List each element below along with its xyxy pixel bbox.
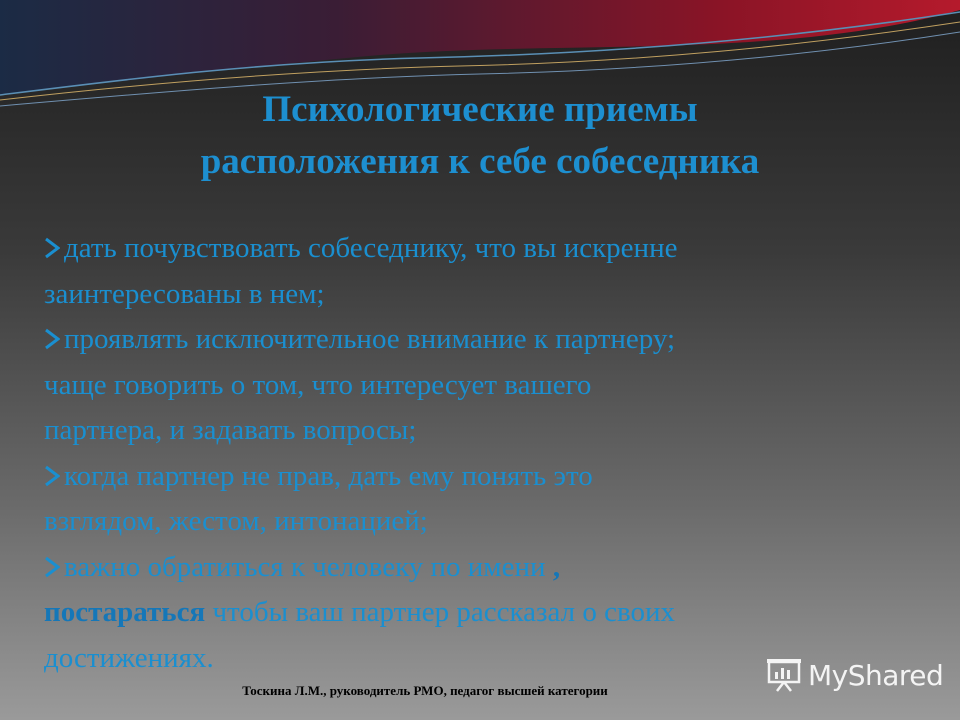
bullet-text: проявлять исключительное внимание к партнеру; xyxy=(64,323,676,355)
arrow-bullet-icon xyxy=(44,465,60,487)
bullet-list xyxy=(44,226,914,681)
arrow-bullet-icon xyxy=(44,328,60,350)
bullet-text-bold: , xyxy=(545,550,561,583)
bullet-text: когда партнер не прав, дать ему понять это xyxy=(64,459,593,492)
bullet-item xyxy=(44,226,914,317)
bullet-text: важно обратиться к человеку по имени xyxy=(64,550,546,583)
bullet-text-bold: постараться xyxy=(44,596,206,628)
bullet-text: заинтересованы в нем; xyxy=(44,277,325,310)
bullet-text: чтобы ваш партнер рассказал о своих xyxy=(205,596,675,628)
bullet-item xyxy=(44,317,914,454)
bullet-text: дать почувствовать собеседнику, что вы искренне xyxy=(64,232,678,264)
presentation-board-icon xyxy=(766,658,802,692)
footer-author: Тоскина Л.М., руководитель РМО, педагог высшей категории xyxy=(242,683,608,698)
bullet-text: партнера, и задавать вопросы; xyxy=(44,414,417,446)
bullet-item xyxy=(44,454,914,545)
bullet-text: взглядом, жестом, интонацией; xyxy=(44,505,428,537)
arrow-bullet-icon xyxy=(44,556,60,578)
slide-title xyxy=(60,84,900,188)
myshared-logo[interactable] xyxy=(766,655,946,695)
arrow-bullet-icon xyxy=(44,237,60,259)
title-line-2: расположения к себе собеседника xyxy=(200,141,760,182)
logo-text: MyShared xyxy=(808,658,944,692)
title-line-1: Психологические приемы xyxy=(262,89,698,130)
bullet-text: достижениях. xyxy=(44,641,214,674)
bullet-text: чаще говорить о том, что интересует вашего xyxy=(44,368,592,401)
